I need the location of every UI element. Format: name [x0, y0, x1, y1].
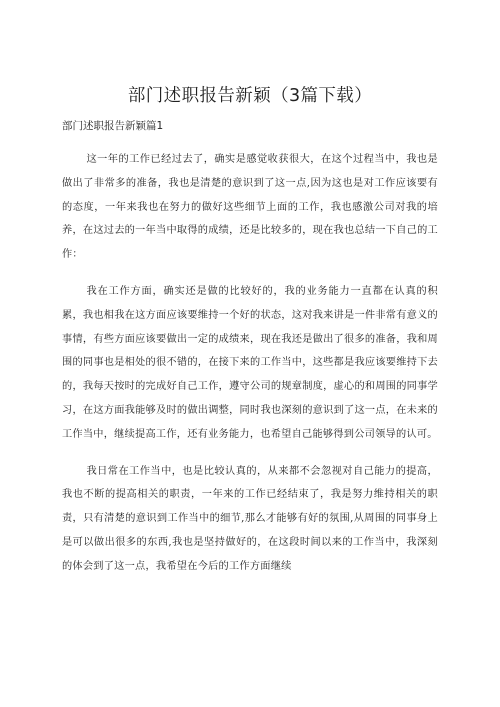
document-title: 部门述职报告新颖（3篇下载） [127, 86, 373, 106]
document-body [62, 148, 438, 592]
paragraph-1: 这一年的工作已经过去了，确实是感觉收获很大，在这个过程当中，我也是做出了非常多的准备，我也是清楚的意识到了这一点,因为这也是对工作应该要有的态度，一年来我也在努力的做好这些细节上面的工作，我也感激公司对我的培养，在这过去的一年当中取得的成绩，还是比较多的，现在我也总结一下自己的工作： [62, 154, 438, 261]
section-heading: 部门述职报告新颖篇1 [62, 120, 164, 132]
paragraph-2: 我在工作方面，确实还是做的比较好的，我的业务能力一直都在认真的积累，我也相我在这方面应该要维持一个好的状态，这对我来讲是一件非常有意义的事情，有些方面应该要做出一定的成绩来，现在我还是做出了很多的准备，我和周围的同事也是相处的很不错的，在接下来的工作当中，这些都是我应该要维持下去的，我每天按时的完成好自己工作，遵守公司的规章制度，虚心的和周围的同事学习，在这方面我能够及时的做出调整，同时我也深刻的意识到了这一点，在未来的工作当中，继续提高工作，还有业务能力，也希望自己能够得到公司领导的认可。 [62, 285, 438, 440]
paragraph-3: 我日常在工作当中，也是比较认真的，从来都不会忽视对自己能力的提高，我也不断的提高相关的职责，一年来的工作已经结束了，我是努力维持相关的职责，只有清楚的意识到工作当中的细节,那么才能够有好的氛围,从周围的同事身上是可以做出很多的东西,我也是坚持做好的，在这段时间以来的工作当中，我深刻的体会到了这一点，我希望在今后的工作方面继续 [62, 465, 438, 572]
